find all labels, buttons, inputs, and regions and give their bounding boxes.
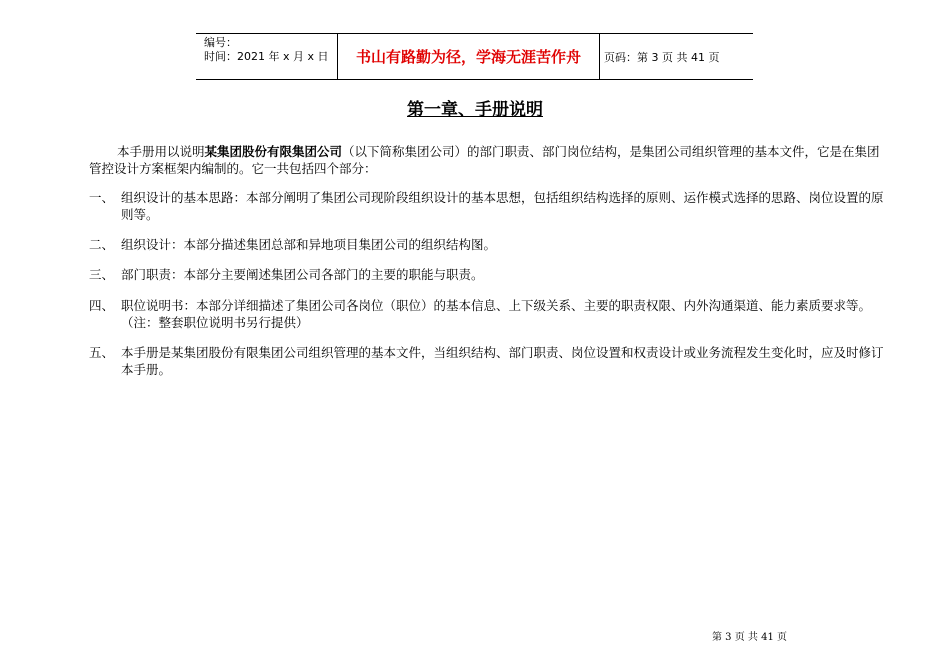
list-item — [89, 266, 887, 283]
item-number: 二、 — [89, 237, 115, 252]
intro-paragraph — [89, 143, 887, 177]
chapter-title: 第一章、手册说明 — [407, 100, 543, 120]
intro-before: 本手册用以说明 — [117, 144, 205, 159]
item-number: 五、 — [89, 345, 115, 360]
item-text: 部门职责：本部分主要阐述集团公司各部门的主要的职能与职责。 — [121, 267, 484, 282]
time-text: 时间：2021 年 x 月 x 日 — [204, 50, 329, 63]
item-number: 四、 — [89, 298, 115, 313]
list-item — [89, 236, 887, 253]
item-number: 三、 — [89, 267, 115, 282]
list-item — [89, 297, 887, 331]
list-item — [89, 344, 887, 378]
code-label: 编号： — [204, 36, 237, 49]
header-slogan: 书山有路勤为径，学海无涯苦作舟 — [338, 34, 600, 79]
list-item — [89, 189, 887, 223]
item-text: 组织设计的基本思路：本部分阐明了集团公司现阶段组织设计的基本思想，包括组织结构选择的原则、运作模式选择的思路、岗位设置的原则等。 — [121, 190, 884, 222]
page-footer: 第 3 页 共 41 页 — [712, 632, 787, 643]
header-page-number: 页码：第 3 页 共 41 页 — [604, 50, 720, 64]
item-text: 组织设计：本部分描述集团总部和异地项目集团公司的组织结构图。 — [121, 237, 497, 252]
header-meta — [196, 34, 338, 79]
company-name: 某集团股份有限集团公司 — [204, 144, 343, 159]
item-number: 一、 — [89, 190, 115, 205]
document-header — [196, 33, 753, 80]
intro-after: （以下简称集团公司）的部门职责、部门岗位结构，是集团公司组织管理的基本文件，它是在集团管控设计方案框架内编制的。它一共包括四个部分： — [89, 144, 880, 176]
item-text: 职位说明书：本部分详细描述了集团公司各岗位（职位）的基本信息、上下级关系、主要的职责权限、内外沟通渠道、能力素质要求等。（注：整套职位说明书另行提供） — [121, 298, 872, 330]
item-text: 本手册是某集团股份有限集团公司组织管理的基本文件，当组织结构、部门职责、岗位设置和权责设计或业务流程发生变化时，应及时修订本手册。 — [121, 345, 884, 377]
